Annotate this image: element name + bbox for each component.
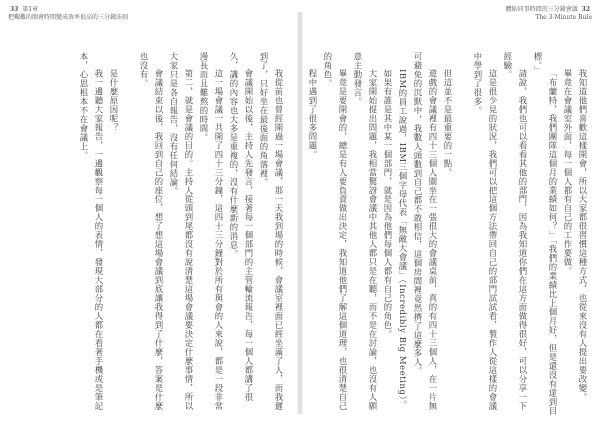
left-paragraph-1: 我從前也曾經開過一場會議，那一天我到場的時候，會議室裡面已經坐滿了人，而我遲到了，只好坐在最後面的角落裡。 (259, 52, 284, 411)
right-paragraph-10: 大家開始提出問題，我相當驚訝會議中其他人都只是在聽，而不是在討論，也沒有人願意主動發言。 (353, 52, 378, 411)
right-paragraph-2: 畢竟在會議室外面，每一個人都有自己的工作要做。 (563, 68, 573, 276)
left-paragraph-5: 會議結束以後，我回到自己的座位，想了想這場會議到底讓我得到了什麼，答案是什麼也沒有。 (139, 52, 164, 411)
left-paragraph-3: 這一場會議一共開了四十三分鐘，這四十三分鐘對於所有與會的人來說，都是一段非常漫長而且難熬的時間。 (199, 52, 224, 411)
left-paragraph-4: 第二，就是會議的目的。主持人從頭到尾都沒有說清楚這場會議要決定什麼事情，所以大家只是各自報告，沒有任何結論。 (169, 52, 194, 411)
left-page-header (8, 6, 128, 22)
right-page (300, 0, 600, 426)
left-page-number: 33 (10, 6, 19, 13)
left-paragraph-6: 是什麼原因呢？ (109, 68, 119, 132)
left-chapter-subtitle: 把艱難的開會時間變成效率很高的三分鐘法則 (8, 14, 129, 21)
right-paragraph-4: 請說，我們也可以看看其他的部門，因為我知道你們在這方面做得很好，可以分享一下經驗。 (503, 52, 528, 411)
left-chapter-label: 第1章 (22, 6, 39, 13)
left-page-body (20, 52, 286, 416)
right-paragraph-12: 程中遇到了很多問題。 (308, 68, 318, 159)
left-paragraph-7: 我一邊聽大家報告，一邊觀察每一個人的表情，發現大部分的人都在看著手機或是筆記本，心思根本不在會議上。 (79, 52, 104, 411)
right-paragraph-11: 畢竟是要開會的，總是有人要負責做出決定，我知道他們了解這個道理，也很清楚自己的角色。 (323, 52, 348, 411)
right-paragraph-8: IBM的員工說過，IBM三個字母代表「無敵大會議」（Incredibly Big Meeting）。 (398, 68, 408, 410)
right-book-title: 體貼同事時間的三分鐘會議 (505, 6, 578, 13)
right-paragraph-3: 「布蘭特，我們團隊這個月的業績如何？」「我們的業績比上個月好，但是還沒有達到目標。」 (533, 52, 558, 416)
right-page-number: 32 (581, 6, 590, 13)
right-page-body (310, 52, 590, 416)
right-book-title-en: The 3-Minute Rule (535, 14, 592, 21)
left-paragraph-2: 會議開始以後，主持人先發言，接著每一個部門的主管輪流報告，每一個人都講了很久，講的內容也大多是重複的，沒有什麼新的消息。 (229, 52, 254, 402)
right-page-header (506, 6, 592, 22)
right-paragraph-6: 但這並不是最重要的一點。 (443, 68, 453, 177)
right-paragraph-1: 我知道他們喜歡這樣開會，所以大家都很習慣這種方式，也從來沒有人提出要改變。 (578, 68, 588, 402)
right-paragraph-9: 如果有誰是其中某一個部門，就是因為他們每個人都有自己的角色。 (383, 68, 393, 339)
right-paragraph-7: 遊戲的會議裡有四十三個人圍坐在一張很大的會議桌前，真的有四十三個人，在一片無可避免的沉默中，我數人頭數到自己都不敢相信，這個房間裡竟然擠了這麼多人。 (413, 52, 438, 411)
right-paragraph-5: 這是很少見的狀況，我們可以把這個方法帶回自己的部門試試看，製作人從這樣的會議中學到了很多。 (473, 52, 498, 411)
